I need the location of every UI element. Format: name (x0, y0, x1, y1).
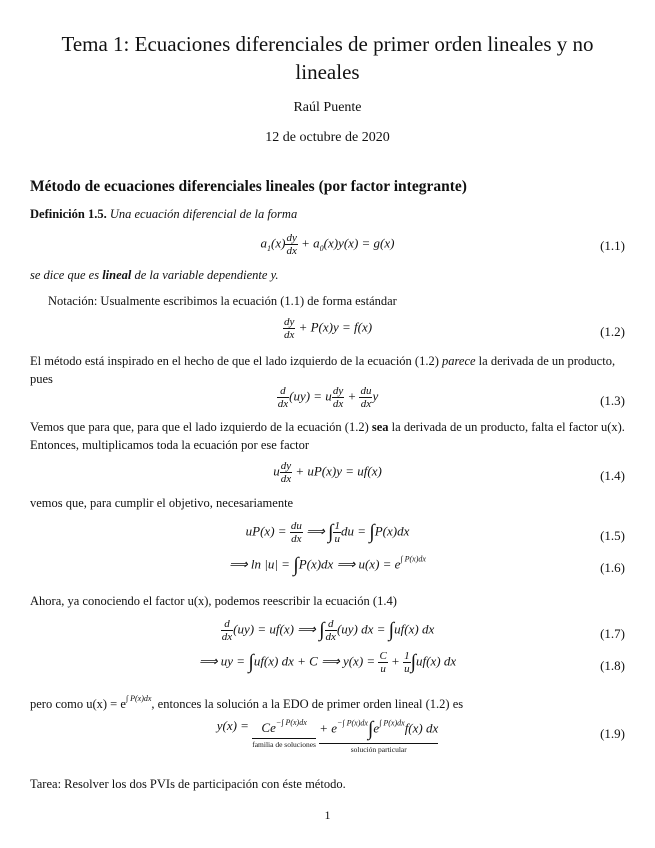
equation-number: (1.2) (600, 324, 625, 339)
equation-1-4 (30, 460, 625, 490)
definition-text: Una ecuación diferencial de la forma (109, 207, 298, 221)
equation-body: ⟹ uy = ∫uf(x) dx + C ⟹ y(x) = $\frac{C}{u}$ + $\frac{1}{u}$ ∫uf(x) dx (198, 650, 457, 675)
equation-number: (1.3) (600, 393, 625, 408)
equation-body: uP(x) = $\frac{du}{dx}$ ⟹ ∫ $\frac{1}{u}$ du = ∫P(x)dx (245, 520, 410, 545)
equation-number: (1.5) (600, 528, 625, 543)
section-heading: Método de ecuaciones diferenciales lineales (por factor integrante) (30, 178, 467, 195)
method-paragraph: El método está inspirado en el hecho de que el lado izquierdo de la ecuación (1.2) parece la derivada de un producto, pues (30, 354, 616, 386)
definition (30, 205, 625, 223)
equation-body: $a_1(x)$ $\frac{dy}{dx}$ + $a_0(x)y(x) = g(x)$ (260, 232, 395, 257)
definition-conclusion: se dice que es lineal de la variable dependiente y. (30, 268, 279, 282)
page-number: 1 (324, 808, 331, 822)
equation-number: (1.7) (600, 626, 625, 641)
lineal-term: lineal (102, 268, 132, 282)
equation-number: (1.8) (600, 658, 625, 673)
equation-body: $\frac{d}{dx}$ (uy) = uf(x) ⟹ ∫ $\frac{d}{dx}$ (uy) dx = ∫uf(x) dx (221, 618, 435, 643)
document-title: Tema 1: Ecuaciones diferenciales de primer orden lineales y no lineales (61, 32, 594, 84)
pero-paragraph: pero como $u(x) = e^{\int P(x)dx}$, entonces la solución a la EDO de primer orden lineal (1.2) es (30, 694, 464, 711)
equation-number: (1.6) (600, 560, 625, 575)
equation-1-2 (30, 316, 625, 346)
equation-number: (1.1) (600, 238, 625, 253)
ahora-paragraph: Ahora, ya conociendo el factor u(x), podemos reescribir la ecuación (1.4) (30, 594, 397, 608)
equation-1-3 (30, 385, 625, 415)
cumplir-paragraph: vemos que, para cumplir el objetivo, necesariamente (30, 496, 294, 510)
equation-body: $\frac{d}{dx}$ (uy) = u $\frac{dy}{dx}$ + $\frac{du}{dx}$ y (277, 385, 379, 410)
tarea-paragraph: Tarea: Resolver los dos PVIs de participación con éste método. (30, 777, 346, 791)
equation-1-8 (30, 650, 625, 680)
definition-label: Definición 1.5. (30, 207, 107, 221)
equation-1-7 (30, 618, 625, 648)
vemos-paragraph: Vemos que para que, para que el lado izquierdo de la ecuación (1.2) sea la derivada de un producto, falta el factor u(x). Entonces, multiplicamos toda la ecuación por ese factor (30, 420, 625, 452)
equation-number: (1.4) (600, 468, 625, 483)
date: 12 de octubre de 2020 (265, 130, 390, 145)
equation-body: u $\frac{dy}{dx}$ + uP(x)y = uf(x) (273, 460, 382, 485)
equation-number: (1.9) (600, 726, 625, 741)
family-brace: $Ce^{-\int P(x)dx}$ familia de soluciones (252, 718, 316, 749)
equation-body: $\frac{dy}{dx}$ + P(x)y = f(x) (283, 316, 373, 341)
equation-1-1 (30, 232, 625, 262)
particular-brace: + $e^{-\int P(x)dx}\int e^{\int P(x)dx}f(x)$ dx solución particular (319, 718, 439, 754)
equation-1-5 (30, 520, 625, 550)
equation-1-6 (30, 554, 625, 584)
equation-1-9 (30, 718, 625, 764)
equation-body: ⟹ ln |u| = ∫P(x)dx ⟹ $u(x) = e^{\int P(x)dx}$ (229, 554, 426, 576)
equation-body: $y(x) = Ce^{-\int P(x)dx}$ familia de soluciones + $e^{-\int P(x)dx}\int e^{\int P(x)dx}f(x)$ dx solución particular (216, 718, 439, 754)
notation-paragraph: Notación: Usualmente escribimos la ecuación (1.1) de forma estándar (48, 294, 397, 308)
author: Raúl Puente (293, 100, 362, 115)
